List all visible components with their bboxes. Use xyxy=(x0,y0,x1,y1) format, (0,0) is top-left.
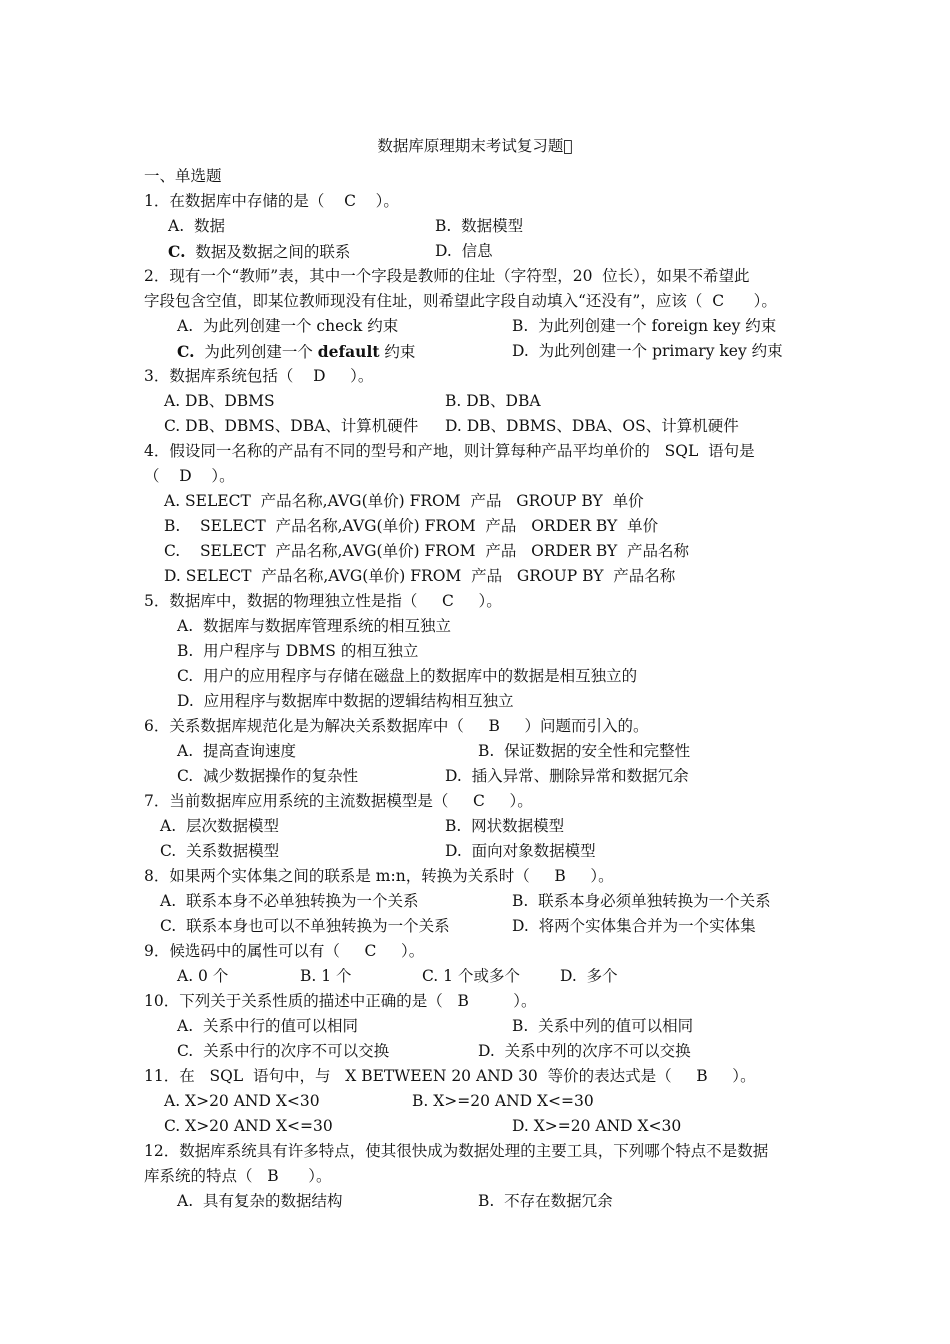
question-1-option-a: A. 数据 xyxy=(168,217,225,235)
question-5-option-b: B. 用户程序与 DBMS 的相互独立 xyxy=(177,642,419,660)
question-6-option-a: A. 提高查询速度 xyxy=(177,742,296,760)
question-1-option-d: D. 信息 xyxy=(435,242,493,260)
question-4-stem-line-2: （ D ）。 xyxy=(144,467,235,485)
section-heading: 一、单选题 xyxy=(144,167,222,185)
question-8-option-a: A. 联系本身不必单独转换为一个关系 xyxy=(160,892,419,910)
question-9-stem: 9．候选码中的属性可以有（ C ）。 xyxy=(144,942,425,960)
question-10-option-b: B. 关系中列的值可以相同 xyxy=(512,1017,694,1035)
question-11-stem: 11．在 SQL 语句中，与 X BETWEEN 20 AND 30 等价的表达式是（ B ）。 xyxy=(144,1067,756,1085)
question-9-option-a: A. 0 个 xyxy=(177,967,229,985)
question-1-option-c xyxy=(168,239,350,265)
question-7-option-a: A. 层次数据模型 xyxy=(160,817,279,835)
question-12-stem-line-2: 库系统的特点（ B ）。 xyxy=(144,1167,332,1185)
question-1-stem: 1．在数据库中存储的是（ C ）。 xyxy=(144,192,399,210)
question-8-option-c: C. 联系本身也可以不单独转换为一个关系 xyxy=(160,917,450,935)
question-5-option-d: D. 应用程序与数据库中数据的逻辑结构相互独立 xyxy=(177,692,514,710)
question-8-option-d: D. 将两个实体集合并为一个实体集 xyxy=(512,917,756,935)
question-7-stem: 7．当前数据库应用系统的主流数据模型是（ C ）。 xyxy=(144,792,533,810)
question-4-stem-line-1: 4．假设同一名称的产品有不同的型号和产地，则计算每种产品平均单价的 SQL 语句是 xyxy=(144,442,755,460)
question-12-option-b: B. 不存在数据冗余 xyxy=(478,1192,613,1210)
question-5-option-c: C. 用户的应用程序与存储在磁盘上的数据库中的数据是相互独立的 xyxy=(177,667,638,685)
question-11-option-b: B. X>=20 AND X<=30 xyxy=(412,1092,594,1110)
question-3-option-c: C. DB、DBMS、DBA、计算机硬件 xyxy=(164,417,419,435)
question-8-stem: 8．如果两个实体集之间的联系是 m:n，转换为关系时（ B ）。 xyxy=(144,867,614,885)
question-8-option-b: B. 联系本身必须单独转换为一个关系 xyxy=(512,892,771,910)
question-10-option-d: D. 关系中列的次序不可以交换 xyxy=(478,1042,691,1060)
question-9-option-b: B. 1 个 xyxy=(300,967,352,985)
question-5-stem: 5．数据库中，数据的物理独立性是指（ C ）。 xyxy=(144,592,502,610)
question-4-option-d: D. SELECT 产品名称,AVG(单价) FROM 产品 GROUP BY 产品名称 xyxy=(164,567,676,585)
question-2-option-a: A. 为此列创建一个 check 约束 xyxy=(177,317,399,335)
question-2-option-d: D. 为此列创建一个 primary key 约束 xyxy=(512,342,783,360)
document-title: 数据库原理期末考试复习题  xyxy=(377,137,573,155)
option-c-label: C. xyxy=(177,342,195,361)
question-4-option-b: B. SELECT 产品名称,AVG(单价) FROM 产品 ORDER BY 单价 xyxy=(164,517,659,535)
question-3-option-d: D. DB、DBMS、DBA、OS、计算机硬件 xyxy=(445,417,739,435)
question-2-stem-line-1: 2．现有一个“教师”表，其中一个字段是教师的住址（字符型，20 位长），如果不希望此 xyxy=(144,267,750,285)
question-2-stem-line-2: 字段包含空值，即某位教师现没有住址，则希望此字段自动填入“还没有”，应该（ C ）。 xyxy=(144,292,777,310)
question-7-option-b: B. 网状数据模型 xyxy=(445,817,565,835)
question-9-option-d: D. 多个 xyxy=(560,967,618,985)
question-12-stem-line-1: 12．数据库系统具有许多特点，使其很快成为数据处理的主要工具，下列哪个特点不是数据 xyxy=(144,1142,769,1160)
question-7-option-d: D. 面向对象数据模型 xyxy=(445,842,596,860)
question-11-option-a: A. X>20 AND X<30 xyxy=(164,1092,320,1110)
question-4-option-a: A. SELECT 产品名称,AVG(单价) FROM 产品 GROUP BY 单价 xyxy=(164,492,644,510)
question-11-option-d: D. X>=20 AND X<30 xyxy=(512,1117,682,1135)
option-c-text-post: 约束 xyxy=(379,343,416,361)
question-6-option-d: D. 插入异常、删除异常和数据冗余 xyxy=(445,767,689,785)
question-10-stem: 10．下列关于关系性质的描述中正确的是（ B ）。 xyxy=(144,992,537,1010)
question-11-option-c: C. X>20 AND X<=30 xyxy=(164,1117,333,1135)
question-3-option-b: B. DB、DBA xyxy=(445,392,541,410)
option-c-label: C. xyxy=(168,242,186,261)
question-9-option-c: C. 1 个或多个 xyxy=(422,967,520,985)
question-10-option-c: C. 关系中行的次序不可以交换 xyxy=(177,1042,390,1060)
question-3-stem: 3．数据库系统包括（ D ）。 xyxy=(144,367,374,385)
question-1-option-b: B. 数据模型 xyxy=(435,217,524,235)
question-4-option-c: C. SELECT 产品名称,AVG(单价) FROM 产品 ORDER BY 产品名称 xyxy=(164,542,690,560)
question-6-option-c: C. 减少数据操作的复杂性 xyxy=(177,767,359,785)
option-c-text: 数据及数据之间的联系 xyxy=(185,243,351,261)
question-5-option-a: A. 数据库与数据库管理系统的相互独立 xyxy=(177,617,451,635)
question-7-option-c: C. 关系数据模型 xyxy=(160,842,280,860)
question-6-option-b: B. 保证数据的安全性和完整性 xyxy=(478,742,691,760)
question-2-option-b: B. 为此列创建一个 foreign key 约束 xyxy=(512,317,777,335)
question-2-option-c xyxy=(177,339,415,365)
question-12-option-a: A. 具有复杂的数据结构 xyxy=(177,1192,343,1210)
option-c-text-pre: 为此列创建一个 xyxy=(194,343,318,361)
question-3-option-a: A. DB、DBMS xyxy=(164,392,275,410)
question-10-option-a: A. 关系中行的值可以相同 xyxy=(177,1017,358,1035)
option-c-keyword: default xyxy=(317,342,380,361)
question-6-stem: 6．关系数据库规范化是为解决关系数据库中（ B ）问题而引入的。 xyxy=(144,717,649,735)
